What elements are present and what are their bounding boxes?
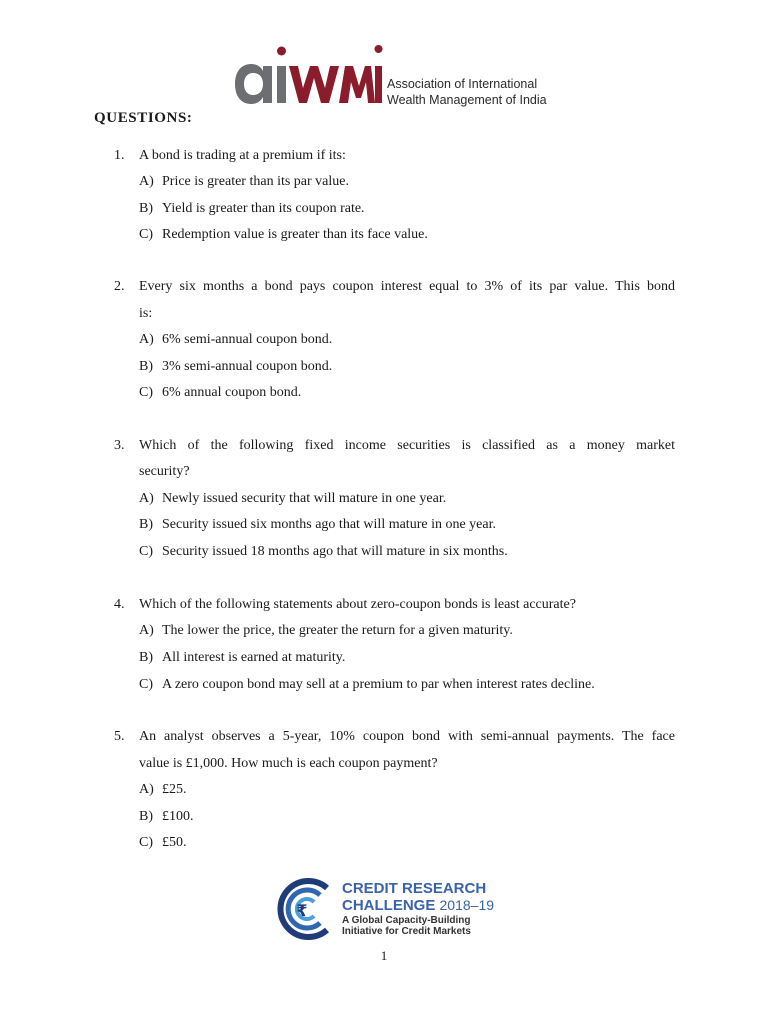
option-text: 6% semi-annual coupon bond. <box>162 332 333 347</box>
option-letter: C) <box>139 385 153 400</box>
question-number: 4. <box>114 597 125 612</box>
crc-tagline-line1: A Global Capacity-Building <box>342 915 471 926</box>
crc-title-line1: CREDIT RESEARCH <box>342 880 487 897</box>
option-letter: B) <box>139 201 153 216</box>
crc-tagline-line2: Initiative for Credit Markets <box>342 926 471 937</box>
option-text: £50. <box>162 835 187 850</box>
question-text: is: <box>139 306 153 321</box>
svg-text:₹: ₹ <box>296 901 308 920</box>
rupee-circle-icon <box>272 876 338 942</box>
option-text: Price is greater than its par value. <box>162 174 349 189</box>
crc-title <box>342 880 494 914</box>
org-name-line2: Wealth Management of India <box>387 93 547 107</box>
question-text: Which of the following statements about zero-coupon bonds is least accurate? <box>139 597 576 612</box>
option-letter: B) <box>139 809 153 824</box>
option-text: 3% semi-annual coupon bond. <box>162 359 333 374</box>
option-text: The lower the price, the greater the return for a given maturity. <box>162 623 513 638</box>
question-text: security? <box>139 464 190 479</box>
option-letter: A) <box>139 174 154 189</box>
option-text: Security issued 18 months ago that will mature in six months. <box>162 544 508 559</box>
question-text: An analyst observes a 5-year, 10% coupon bond with semi-annual payments. The face <box>139 729 675 744</box>
crc-tagline <box>342 915 471 937</box>
option-letter: B) <box>139 517 153 532</box>
option-text: £25. <box>162 782 187 797</box>
option-letter: C) <box>139 835 153 850</box>
crc-title-line2 <box>342 897 494 914</box>
question-text: A bond is trading at a premium if its: <box>139 148 346 163</box>
option-letter: C) <box>139 677 153 692</box>
option-text: Newly issued security that will mature in one year. <box>162 491 447 506</box>
option-text: Redemption value is greater than its face value. <box>162 227 428 242</box>
option-text: 6% annual coupon bond. <box>162 385 302 400</box>
option-text: A zero coupon bond may sell at a premium to par when interest rates decline. <box>162 677 595 692</box>
option-text: All interest is earned at maturity. <box>162 650 346 665</box>
org-name-line1: Association of International <box>387 77 538 91</box>
question-text: Which of the following fixed income securities is classified as a money market <box>139 438 675 453</box>
option-text: Yield is greater than its coupon rate. <box>162 201 365 216</box>
question-text: value is £1,000. How much is each coupon payment? <box>139 756 438 771</box>
option-text: Security issued six months ago that will mature in one year. <box>162 517 496 532</box>
question-number: 1. <box>114 148 125 163</box>
option-letter: C) <box>139 544 153 559</box>
section-heading: QUESTIONS: <box>94 110 193 126</box>
question-number: 3. <box>114 438 125 453</box>
crc-title-word: CHALLENGE <box>342 897 436 914</box>
option-text: £100. <box>162 809 194 824</box>
option-letter: A) <box>139 491 154 506</box>
option-letter: A) <box>139 782 154 797</box>
question-number: 5. <box>114 729 125 744</box>
question-text: Every six months a bond pays coupon interest equal to 3% of its par value. This bond <box>139 279 675 294</box>
page-number: 1 <box>380 948 388 963</box>
option-letter: A) <box>139 332 154 347</box>
option-letter: B) <box>139 359 153 374</box>
option-letter: C) <box>139 227 153 242</box>
option-letter: A) <box>139 623 154 638</box>
crc-year: 2018–19 <box>439 897 495 913</box>
question-number: 2. <box>114 279 125 294</box>
option-letter: B) <box>139 650 153 665</box>
credit-research-challenge-logo <box>272 876 502 946</box>
